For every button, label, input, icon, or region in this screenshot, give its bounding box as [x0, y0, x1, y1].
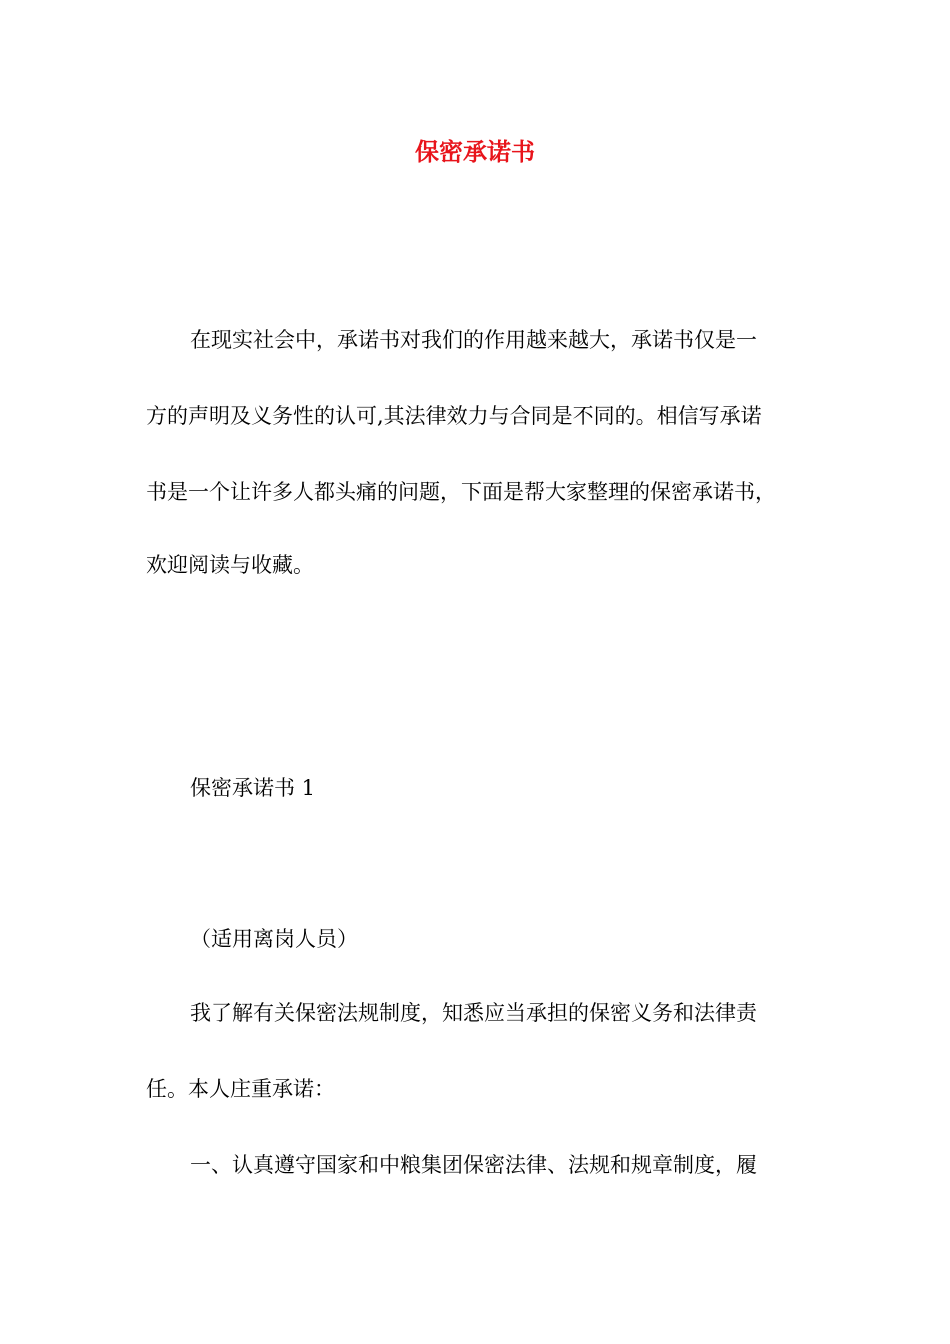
- body-line-3: 一、认真遵守国家和中粮集团保密法律、法规和规章制度，履: [190, 1153, 757, 1177]
- body-line-1: 我了解有关保密法规制度，知悉应当承担的保密义务和法律责: [190, 1001, 757, 1025]
- intro-line-4: 欢迎阅读与收藏。: [146, 553, 314, 577]
- section-heading: 保密承诺书 1: [190, 776, 316, 800]
- applicability-note: （适用离岗人员）: [190, 927, 358, 951]
- document-title: 保密承诺书: [415, 137, 535, 166]
- intro-line-3: 书是一个让许多人都头痛的问题，下面是帮大家整理的保密承诺书，: [146, 480, 776, 504]
- intro-line-1: 在现实社会中，承诺书对我们的作用越来越大，承诺书仅是一: [190, 328, 757, 352]
- intro-line-2: 方的声明及义务性的认可,其法律效力与合同是不同的。相信写承诺: [146, 404, 762, 428]
- body-line-2: 任。本人庄重承诺：: [146, 1077, 335, 1101]
